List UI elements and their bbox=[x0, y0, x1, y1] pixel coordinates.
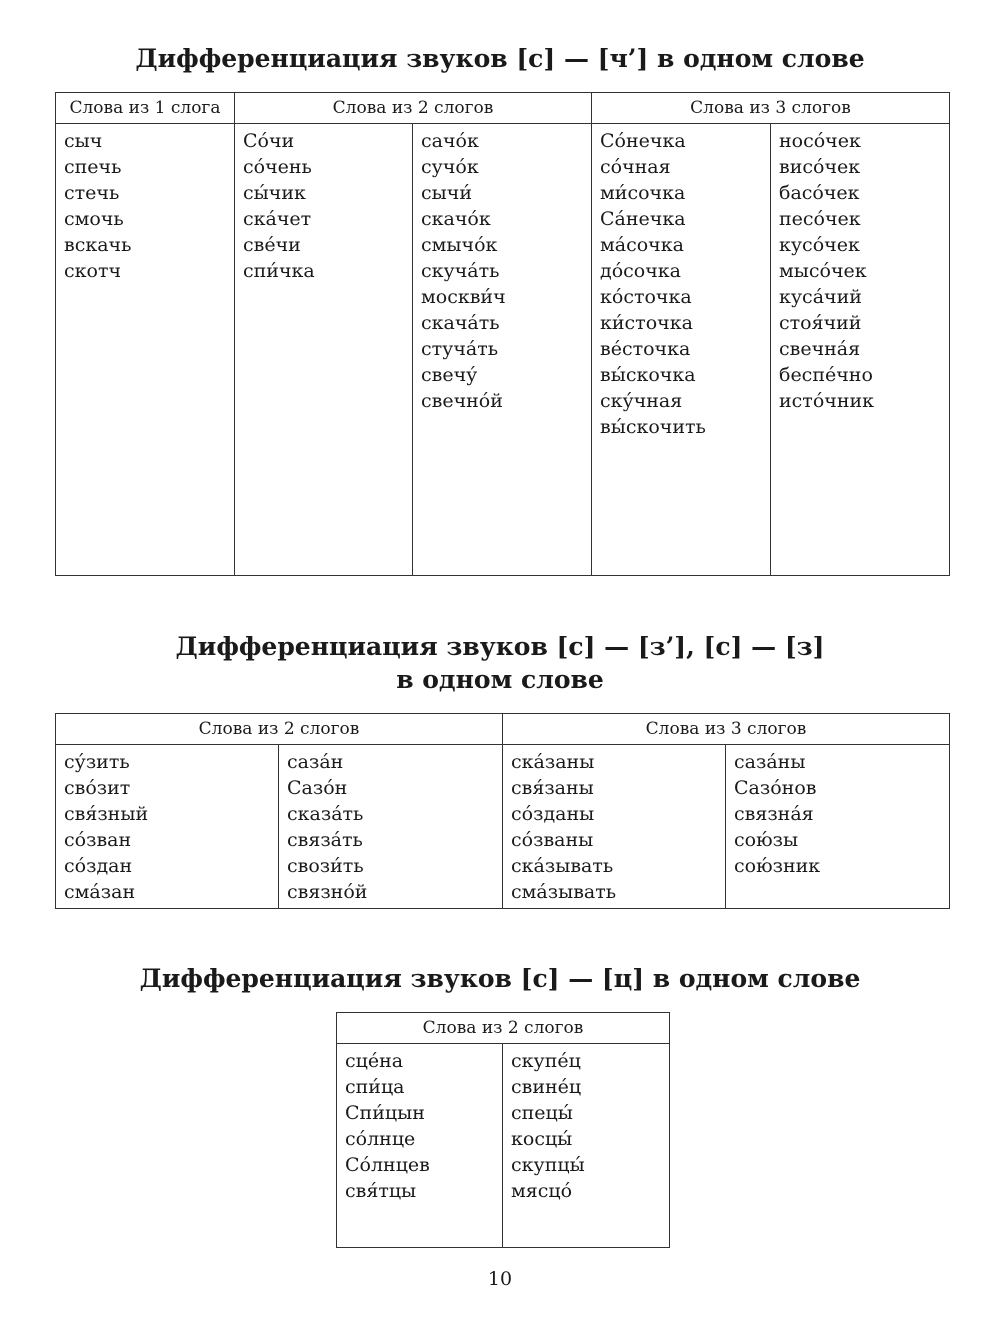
word-column bbox=[503, 1044, 670, 1248]
word-column bbox=[503, 745, 726, 909]
word: скача́ть bbox=[421, 312, 500, 334]
word: сыч bbox=[64, 130, 103, 152]
word: свине́ц bbox=[511, 1076, 582, 1098]
header-2-syllables: Слова из 2 слогов bbox=[235, 93, 592, 124]
word: до́сочка bbox=[600, 260, 681, 282]
word: вы́скочка bbox=[600, 364, 696, 386]
word: спи́чка bbox=[243, 260, 315, 282]
word: вскачь bbox=[64, 234, 132, 256]
word: скуча́ть bbox=[421, 260, 500, 282]
header-2-syllables: Слова из 2 слогов bbox=[56, 714, 503, 745]
word: песо́чек bbox=[779, 208, 861, 230]
word: спецы́ bbox=[511, 1102, 573, 1124]
word: ко́сточка bbox=[600, 286, 692, 308]
word-column bbox=[235, 124, 413, 576]
word: свечно́й bbox=[421, 390, 503, 412]
word: мысо́чек bbox=[779, 260, 867, 282]
word: ску́чная bbox=[600, 390, 683, 412]
word: ска́зывать bbox=[511, 855, 614, 877]
word: Сазо́н bbox=[287, 777, 348, 799]
header-1-syllable: Слова из 1 слога bbox=[56, 93, 235, 124]
section1-title: Дифференциация звуков [с] — [ч’] в одном слове bbox=[135, 44, 865, 73]
word: висо́чек bbox=[779, 156, 861, 178]
section2-table bbox=[55, 713, 950, 909]
word: сы́чик bbox=[243, 182, 306, 204]
word: стуча́ть bbox=[421, 338, 499, 360]
word: стечь bbox=[64, 182, 120, 204]
word: Со́чи bbox=[243, 130, 295, 152]
word: сма́зывать bbox=[511, 881, 617, 903]
word: связно́й bbox=[287, 881, 368, 903]
word: стоя́чий bbox=[779, 312, 862, 334]
word-column bbox=[279, 745, 503, 909]
word: све́чи bbox=[243, 234, 301, 256]
word: скупе́ц bbox=[511, 1050, 581, 1072]
header-3-syllables: Слова из 3 слогов bbox=[592, 93, 950, 124]
word: скупцы́ bbox=[511, 1154, 585, 1176]
word: ма́сочка bbox=[600, 234, 684, 256]
word: сычи́ bbox=[421, 182, 472, 204]
section2-title-line1: Дифференциация звуков [с] — [з’], [с] — [з] bbox=[175, 632, 825, 661]
word: сою́зы bbox=[734, 829, 799, 851]
word: со́лнце bbox=[345, 1128, 416, 1150]
word: сказа́ть bbox=[287, 803, 364, 825]
word: со́зданы bbox=[511, 803, 595, 825]
word: Сазо́нов bbox=[734, 777, 817, 799]
word: сво́зит bbox=[64, 777, 131, 799]
word: со́чень bbox=[243, 156, 312, 178]
word: носо́чек bbox=[779, 130, 861, 152]
word: свози́ть bbox=[287, 855, 364, 877]
word: свечу́ bbox=[421, 364, 478, 386]
word: ска́чет bbox=[243, 208, 312, 230]
word: москви́ч bbox=[421, 286, 506, 308]
word: ве́сточка bbox=[600, 338, 691, 360]
word-column bbox=[413, 124, 592, 576]
word: косцы́ bbox=[511, 1128, 573, 1150]
word: кусо́чек bbox=[779, 234, 860, 256]
word: ки́сточка bbox=[600, 312, 693, 334]
word: скачо́к bbox=[421, 208, 491, 230]
word: басо́чек bbox=[779, 182, 860, 204]
word: сце́на bbox=[345, 1050, 404, 1072]
word: спи́ца bbox=[345, 1076, 405, 1098]
word: смочь bbox=[64, 208, 124, 230]
word: сою́зник bbox=[734, 855, 821, 877]
header-3-syllables: Слова из 3 слогов bbox=[503, 714, 950, 745]
word: ми́сочка bbox=[600, 182, 686, 204]
word: куса́чий bbox=[779, 286, 862, 308]
word-column bbox=[56, 124, 235, 576]
word: со́здан bbox=[64, 855, 133, 877]
header-2-syllables: Слова из 2 слогов bbox=[337, 1013, 670, 1044]
word: исто́чник bbox=[779, 390, 875, 412]
word: сма́зан bbox=[64, 881, 136, 903]
word: сачо́к bbox=[421, 130, 479, 152]
word: свя́тцы bbox=[345, 1180, 417, 1202]
section2-title-line2: в одном слове bbox=[396, 665, 604, 694]
word: саза́н bbox=[287, 751, 344, 773]
word: свя́заны bbox=[511, 777, 594, 799]
word: вы́скочить bbox=[600, 416, 706, 438]
section3-title: Дифференциация звуков [с] — [ц] в одном слове bbox=[139, 964, 861, 993]
word-column bbox=[771, 124, 950, 576]
word: скотч bbox=[64, 260, 122, 282]
word-column bbox=[726, 745, 950, 909]
word: связа́ть bbox=[287, 829, 363, 851]
word: свечна́я bbox=[779, 338, 861, 360]
word: смычо́к bbox=[421, 234, 498, 256]
word: со́чная bbox=[600, 156, 671, 178]
word: су́зить bbox=[64, 751, 130, 773]
word: Со́лнцев bbox=[345, 1154, 430, 1176]
word: саза́ны bbox=[734, 751, 806, 773]
page-number: 10 bbox=[487, 1268, 513, 1290]
word: мясцо́ bbox=[511, 1180, 573, 1202]
word: Спи́цын bbox=[345, 1102, 425, 1124]
word-column bbox=[337, 1044, 503, 1248]
word: связна́я bbox=[734, 803, 814, 825]
word-column bbox=[592, 124, 771, 576]
word: спечь bbox=[64, 156, 122, 178]
word-column bbox=[56, 745, 279, 909]
word: свя́зный bbox=[64, 803, 149, 825]
word: Со́нечка bbox=[600, 130, 686, 152]
word: со́званы bbox=[511, 829, 594, 851]
word: беспе́чно bbox=[779, 364, 873, 386]
section1-table bbox=[55, 92, 950, 576]
section3-table bbox=[336, 1012, 670, 1248]
word: сучо́к bbox=[421, 156, 479, 178]
word: со́зван bbox=[64, 829, 132, 851]
word: ска́заны bbox=[511, 751, 595, 773]
word: Са́нечка bbox=[600, 208, 686, 230]
